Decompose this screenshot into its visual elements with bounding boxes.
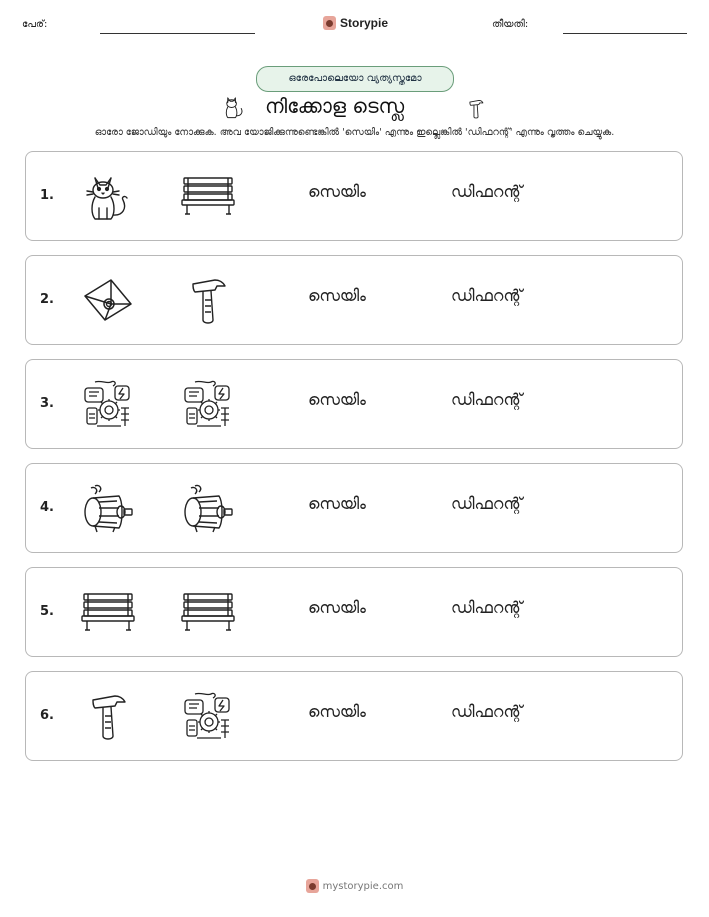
same-option[interactable]: സെയിം xyxy=(308,598,366,617)
same-option[interactable]: സെയിം xyxy=(308,390,366,409)
different-option[interactable]: ഡിഫറന്റ് xyxy=(451,494,523,513)
brand-logo xyxy=(323,16,388,30)
question-number: 5. xyxy=(40,604,54,619)
hammer-icon xyxy=(81,690,135,744)
activity-badge: ഒരേപോലെയോ വ്യത്യസ്തമോ xyxy=(256,66,454,92)
title-hammer-icon xyxy=(465,92,487,126)
worksheet-header xyxy=(0,16,709,40)
question-row xyxy=(25,567,683,657)
bench-icon xyxy=(181,586,235,640)
different-option[interactable]: ഡിഫറന്റ് xyxy=(451,702,523,721)
cat-icon xyxy=(81,170,135,224)
circuit-icon xyxy=(181,378,235,432)
same-option[interactable]: സെയിം xyxy=(308,702,366,721)
storypie-logo-icon xyxy=(306,879,319,893)
circuit-icon xyxy=(181,690,235,744)
same-option[interactable]: സെയിം xyxy=(308,182,366,201)
question-number: 6. xyxy=(40,708,54,723)
motor-icon xyxy=(181,482,235,536)
same-option[interactable]: സെയിം xyxy=(308,494,366,513)
bench-icon xyxy=(181,170,235,224)
name-label: പേര്: xyxy=(22,19,48,30)
title-cat-icon xyxy=(221,92,247,122)
different-option[interactable]: ഡിഫറന്റ് xyxy=(451,598,523,617)
question-row xyxy=(25,671,683,761)
question-number: 4. xyxy=(40,500,54,515)
circuit-icon xyxy=(81,378,135,432)
question-number: 3. xyxy=(40,396,54,411)
question-row xyxy=(25,463,683,553)
different-option[interactable]: ഡിഫറന്റ് xyxy=(451,286,523,305)
question-row xyxy=(25,255,683,345)
question-row xyxy=(25,359,683,449)
title-row xyxy=(0,92,709,126)
footer xyxy=(0,879,709,893)
name-field-line xyxy=(100,33,255,34)
question-number: 1. xyxy=(40,188,54,203)
question-number: 2. xyxy=(40,292,54,307)
different-option[interactable]: ഡിഫറന്റ് xyxy=(451,182,523,201)
brand-name: Storypie xyxy=(340,16,389,30)
different-option[interactable]: ഡിഫറന്റ് xyxy=(451,390,523,409)
envelope-icon xyxy=(81,274,135,328)
hammer-icon xyxy=(181,274,235,328)
page-title: നിക്കോള ടെസ്ല xyxy=(265,94,405,118)
instructions: ഓരോ ജോഡിയും നോക്കുക. അവ യോജിക്കുന്നുണ്ടെങ്കിൽ 'സെയിം' എന്നും ഇല്ലെങ്കിൽ 'ഡിഫറന്റ്' എന്നും വൃത്തം ചെയ്യുക. xyxy=(94,127,615,138)
date-field-line xyxy=(563,33,687,34)
bench-icon xyxy=(81,586,135,640)
motor-icon xyxy=(81,482,135,536)
date-label: തീയതി: xyxy=(492,19,529,30)
footer-url[interactable]: mystorypie.com xyxy=(322,880,404,892)
question-row xyxy=(25,151,683,241)
same-option[interactable]: സെയിം xyxy=(308,286,366,305)
storypie-logo-icon xyxy=(323,16,336,30)
